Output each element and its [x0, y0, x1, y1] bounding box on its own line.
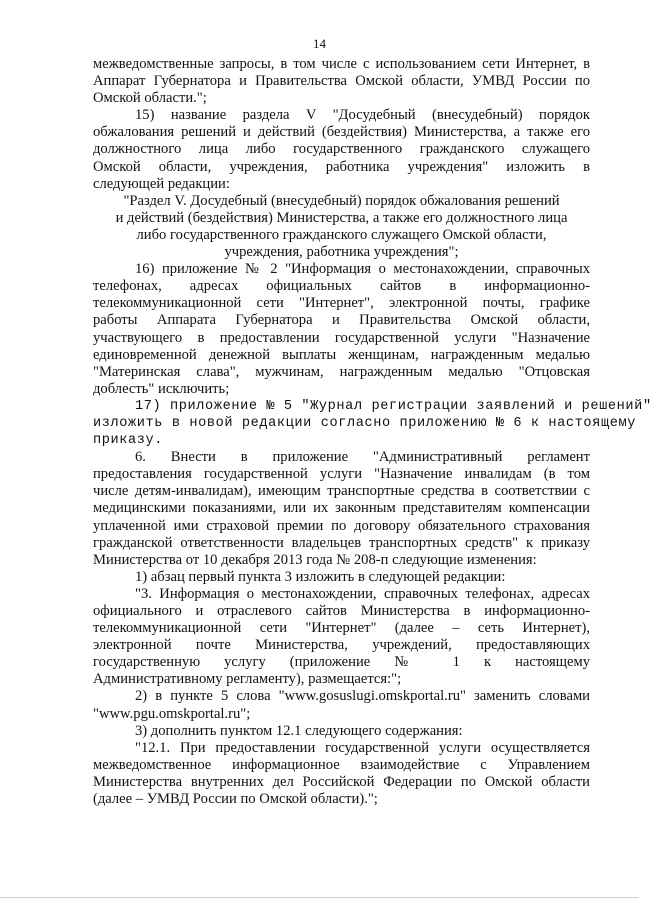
- text-line: участвующего в предоставлении государственной услуги "Назначение: [93, 329, 590, 346]
- text-line: телефонах, адресах официальных сайтов в информационно-: [93, 278, 590, 295]
- quoted-heading-line: и действий (бездействия) Министерства, а также его должностного лица: [115, 209, 568, 226]
- text-line: межведомственные запросы, в том числе с использованием сети Интернет, в: [93, 56, 590, 72]
- scan-edge-divider: [0, 897, 639, 898]
- text-line: следующей редакции:: [93, 175, 230, 192]
- quoted-heading-line: "Раздел V. Досудебный (внесудебный) порядок обжалования решений: [123, 192, 560, 209]
- text-line: Омской области.";: [93, 90, 207, 107]
- quoted-heading-line: учреждения, работника учреждения";: [224, 244, 459, 261]
- page-number: 14: [313, 36, 326, 51]
- text-line: доблесть" исключить;: [93, 380, 230, 397]
- text-line: телекоммуникационной сети "Интернет" (далее – сеть Интернет),: [93, 620, 590, 637]
- text-line: государственную услугу (приложение № 1 к настоящему: [93, 654, 590, 671]
- text-line: Министерства внутренних дел Российской Федерации по Омской области: [93, 773, 590, 790]
- text-line: "3. Информация о местонахождении, справочных телефонах, адресах: [135, 585, 590, 602]
- text-line: гражданской ответственности владельцев транспортных средств" к приказу: [93, 534, 590, 551]
- text-line: электронной почте Министерства, учреждений, предоставляющих: [93, 637, 590, 654]
- text-line: предоставления государственной услуги "Назначение инвалидам (в том: [93, 466, 590, 483]
- text-line: должностного лица либо государственного гражданского служащего: [93, 141, 590, 158]
- text-line: уплаченной ими страховой премии по договору обязательного страхования: [93, 517, 590, 534]
- text-line: 6. Внести в приложение "Административный регламент: [135, 449, 590, 466]
- text-line: Министерства от 10 декабря 2013 года № 208-п следующие изменения:: [93, 551, 537, 568]
- text-line: единовременной денежной выплаты женщинам, награжденным медалью: [93, 346, 590, 363]
- text-line: межведомственное информационное взаимодействие с Управлением: [93, 756, 590, 773]
- text-line: "www.pgu.omskportal.ru";: [93, 705, 251, 722]
- text-line: 2) в пункте 5 слова "www.gosuslugi.omskportal.ru" заменить словами: [135, 688, 590, 705]
- text-line: 17) приложение № 5 "Журнал регистрации заявлений и решений": [135, 398, 652, 414]
- text-line: 3) дополнить пунктом 12.1 следующего содержания:: [135, 722, 463, 739]
- document-body: [93, 56, 652, 808]
- text-line: "12.1. При предоставлении государственной услуги осуществляется: [135, 739, 590, 756]
- text-line: изложить в новой редакции согласно приложению № 6 к настоящему: [93, 415, 636, 431]
- text-line: работы Аппарата Губернатора и Правительства Омской области,: [93, 312, 590, 329]
- text-line: телекоммуникационной сети "Интернет", электронной почты, графике: [93, 295, 590, 312]
- text-line: 1) абзац первый пункта 3 изложить в следующей редакции:: [135, 568, 506, 585]
- text-line: (далее – УМВД России по Омской области).";: [93, 791, 378, 808]
- text-line: Аппарат Губернатора и Правительства Омской области, УМВД России по: [93, 73, 590, 90]
- quoted-heading-line: либо государственного гражданского служащего Омской области,: [136, 226, 547, 243]
- text-line: Административному регламенту), размещается:";: [93, 671, 402, 688]
- text-line: 16) приложение № 2 "Информация о местонахождении, справочных: [135, 261, 590, 278]
- text-line: Омской области, учреждения, работника учреждения" изложить в: [93, 158, 590, 175]
- text-line: официального и отраслевого сайтов Министерства в информационно-: [93, 603, 590, 619]
- text-line: "Материнская слава", мужчинам, награжденным медалью "Отцовская: [93, 363, 590, 380]
- text-line: 15) название раздела V "Досудебный (внесудебный) порядок: [135, 107, 590, 124]
- text-line: числе детям-инвалидам), имеющим транспортные средства в соответствии с: [93, 483, 590, 500]
- text-line: медицинскими показаниями, или их законным представителям компенсации: [93, 500, 590, 517]
- text-line: обжалования решений и действий (бездействия) Министерства, а также его: [93, 124, 590, 141]
- text-line: приказу.: [93, 433, 164, 449]
